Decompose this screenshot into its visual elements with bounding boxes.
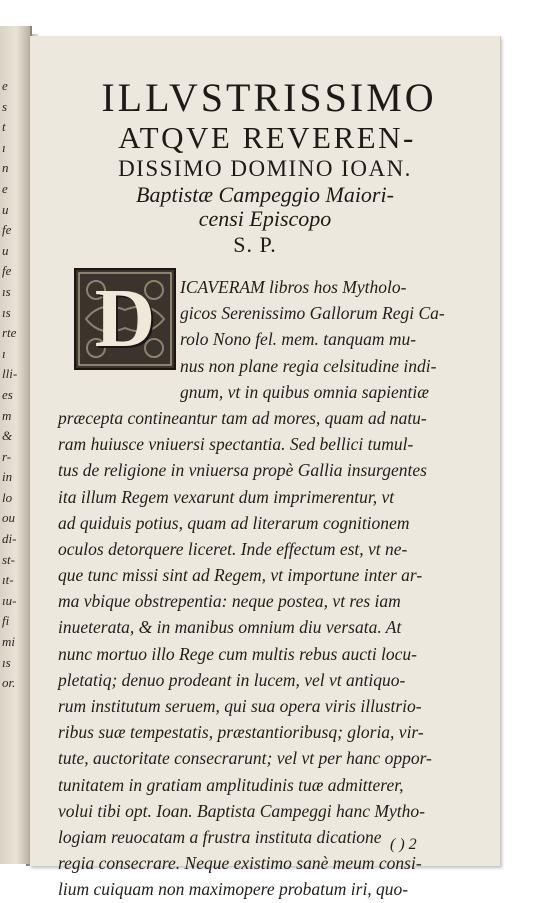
- previous-page-fragment: ıs: [2, 283, 11, 299]
- previous-page-fragment: or.: [2, 675, 16, 691]
- previous-page-fragment: ıs: [2, 304, 11, 320]
- previous-page-fragment: fe: [2, 263, 12, 279]
- text-line: lium cuiquam non maximopere probatum iri, quo-: [58, 879, 409, 900]
- text-line: nus non plane regia celsitudine indi-: [180, 355, 437, 376]
- previous-page-fragment: fe: [2, 222, 12, 238]
- previous-page-fragment: fi: [2, 613, 10, 629]
- signature-mark: ( ) 2: [390, 836, 417, 853]
- previous-page-fragments: [0, 76, 17, 694]
- previous-page-fragment: st-: [2, 551, 15, 567]
- text-line: pletatiq; denuo prodeant in lucem, vel vt antiquo-: [58, 669, 406, 690]
- previous-page-fragment: n: [2, 160, 9, 176]
- heading-line-5: censi Episcopo: [198, 206, 332, 231]
- text-line: gnum, vt in quibus omnia sapientiæ: [180, 381, 429, 402]
- text-line: inueterata, & in manibus omnium diu versata. At: [58, 617, 402, 638]
- text-line: tunitatem in gratiam amplitudinis tuæ admitterer,: [58, 774, 404, 795]
- text-line: logiam reuocatam a frustra instituta dicatione: [58, 826, 382, 847]
- previous-page-fragment: ıu-: [2, 592, 17, 608]
- previous-page-fragment: es: [2, 386, 13, 402]
- previous-page-fragment: rte: [2, 325, 17, 341]
- heading-line-2: ATQVE REVEREN-: [118, 120, 416, 155]
- text-line: ita illum Regem vexarunt dum imprimerentur, vt: [58, 486, 395, 507]
- previous-page-fragment: u: [2, 201, 9, 217]
- text-line: ICAVERAM libros hos Mytholo-: [180, 277, 407, 297]
- previous-page-fragment: ı: [2, 139, 6, 155]
- previous-page-fragment: e: [2, 180, 8, 196]
- previous-page-fragment: u: [2, 242, 9, 258]
- text-line: tute, auctoritate consecrarunt; vel vt per hanc oppor-: [58, 748, 432, 769]
- book-page: [30, 36, 501, 900]
- previous-page-fragment: m: [2, 407, 12, 423]
- text-line: gicos Serenissimo Gallorum Regi Ca-: [180, 303, 445, 324]
- previous-page-fragment: &: [2, 428, 13, 444]
- initial-letter: D: [94, 272, 156, 365]
- text-line: ad quiduis potius, quam ad literarum cognitionem: [58, 512, 410, 533]
- text-line: ribus suæ tempestatis, præstantioribusq; gloria, vir-: [58, 722, 424, 743]
- previous-page-fragment: ıs: [2, 654, 11, 670]
- text-line: tus de religione in vniuersa propè Gallia insurgentes: [58, 460, 427, 481]
- heading-line-1: ILLVSTRISSIMO: [101, 75, 437, 120]
- heading-line-6: S. P.: [233, 232, 277, 257]
- previous-page-fragment: s: [2, 98, 8, 114]
- previous-page-fragment: in: [2, 469, 13, 485]
- previous-page-edge: [0, 26, 32, 864]
- heading-line-4: Baptistæ Campeggio Maiori-: [136, 182, 394, 207]
- previous-page-fragment: ı: [2, 345, 6, 361]
- body-text: [58, 274, 478, 903]
- text-line: regia consecrare. Neque existimo sanè meum consi-: [58, 853, 422, 874]
- previous-page-fragment: mi: [2, 634, 15, 650]
- text-line: ma vbique obstrepentia: neque postea, vt res iam: [58, 591, 401, 612]
- previous-page-fragment: t: [2, 119, 6, 135]
- heading-line-3: DISSIMO DOMINO IOAN.: [118, 156, 412, 181]
- text-line: oculos detorquere liceret. Inde effectum est, vt ne-: [58, 538, 408, 559]
- text-line: que tunc missi sint ad Regem, vt importune inter ar-: [58, 565, 423, 586]
- previous-page-fragment: di-: [2, 531, 17, 547]
- text-line: præcepta contineantur tam ad mores, quam ad natu-: [58, 407, 427, 428]
- text-line: rum institutum seruem, qui sua opera viris illustrio-: [58, 696, 422, 716]
- previous-page-fragment: e: [2, 78, 8, 93]
- previous-page-fragment: ou: [2, 510, 15, 526]
- text-line: rolo Nono fel. mem. tanquam mu-: [180, 329, 417, 350]
- previous-page-fragment: lli-: [2, 366, 18, 382]
- text-line: ram huiusce vniuersi spectantia. Sed bellici tumul-: [58, 434, 414, 455]
- previous-page-fragment: lo: [2, 489, 13, 505]
- previous-page-fragment: r-: [2, 448, 12, 464]
- text-line: nunc mortuo illo Rege cum multis rebus aucti locu-: [58, 643, 418, 664]
- previous-page-fragment: ıt-: [2, 572, 14, 588]
- text-line: volui tibi opt. Ioan. Baptista Campeggi hanc Mytho-: [58, 800, 425, 821]
